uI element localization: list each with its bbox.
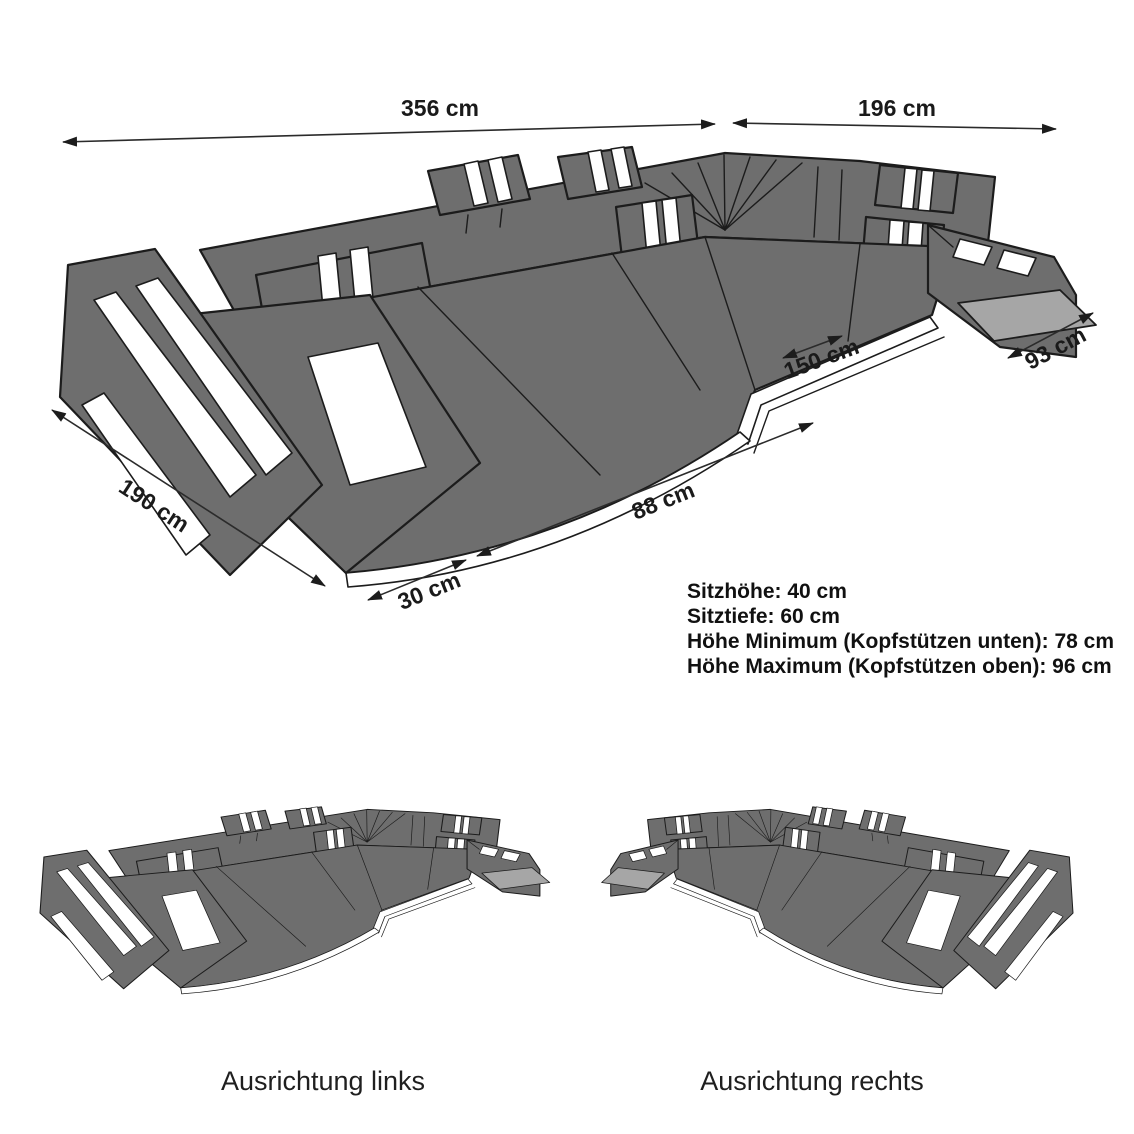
dim-line-356 bbox=[63, 124, 715, 142]
dim-label-93: 93 cm bbox=[1020, 321, 1091, 375]
spec-height-min: Höhe Minimum (Kopfstützen unten): 78 cm bbox=[687, 630, 1114, 653]
spec-text-block bbox=[687, 579, 1114, 679]
variant-label-rechts: Ausrichtung rechts bbox=[700, 1066, 924, 1096]
sofa-illustration-main bbox=[60, 147, 1096, 587]
spec-seat-height: Sitzhöhe: 40 cm bbox=[687, 580, 847, 603]
dim-label-30: 30 cm bbox=[393, 566, 465, 615]
sofa-illustration-right-variant bbox=[602, 807, 1073, 994]
dim-line-196 bbox=[733, 123, 1056, 129]
dim-label-150: 150 cm bbox=[780, 332, 863, 385]
sofa-illustration-left-variant bbox=[40, 807, 550, 994]
spec-seat-depth: Sitztiefe: 60 cm bbox=[687, 605, 840, 628]
spec-height-max: Höhe Maximum (Kopfstützen oben): 96 cm bbox=[687, 655, 1112, 678]
variant-label-links: Ausrichtung links bbox=[220, 1066, 426, 1096]
dim-label-88: 88 cm bbox=[627, 476, 699, 525]
dim-label-196: 196 cm bbox=[857, 95, 937, 121]
dim-label-190: 190 cm bbox=[114, 473, 195, 538]
dim-label-356: 356 cm bbox=[400, 95, 480, 121]
